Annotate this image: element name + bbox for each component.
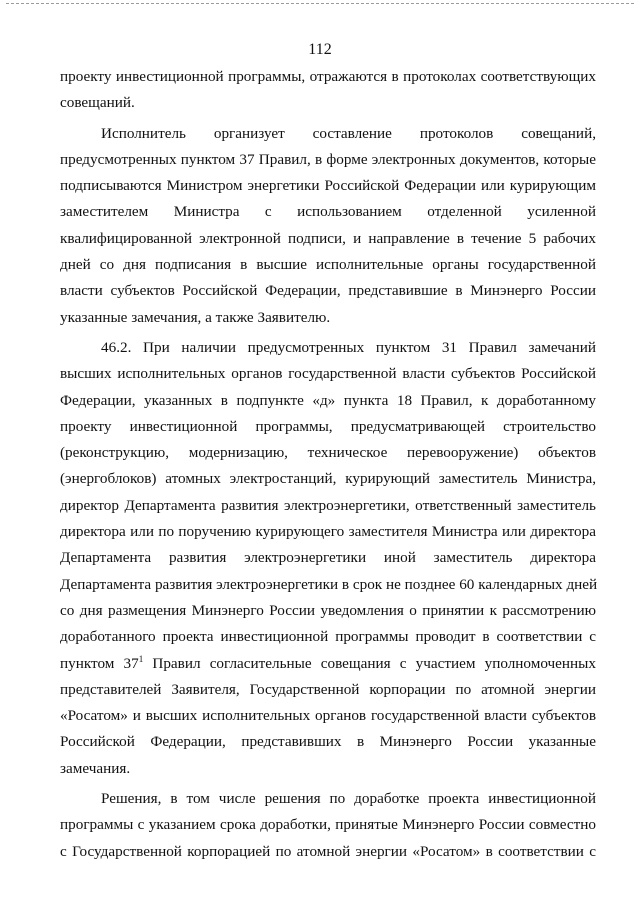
text-line [60, 598, 596, 624]
text-run: с Государственной корпорацией по атомной энергии «Росатом» в соответствии с [60, 842, 596, 860]
text-line [60, 64, 596, 90]
text-line [60, 703, 596, 729]
text-run: Департамента развития электроэнергетики иной заместитель директора [60, 549, 596, 567]
text-line [60, 121, 596, 147]
text-run: указанные замечания, а также Заявителю. [60, 308, 331, 326]
text-run: директора или по поручению курирующего заместителя Министра или директора [60, 523, 596, 541]
top-scan-edge [6, 3, 634, 4]
text-run: Департамента развития электроэнергетики в срок не позднее 60 календарных дней [60, 575, 598, 593]
text-line [60, 335, 596, 361]
text-line [60, 839, 596, 865]
text-line [60, 414, 596, 440]
paragraph [60, 786, 596, 865]
text-run: власти субъектов Российской Федерации, представившие в Минэнерго России [60, 282, 596, 300]
text-line [60, 466, 596, 492]
text-line [60, 278, 596, 304]
text-run: дней со дня подписания в высшие исполнительные органы государственной [60, 256, 596, 274]
text-run: Российской Федерации, представивших в Минэнерго России указанные [60, 733, 596, 751]
text-line [60, 199, 596, 225]
text-run: со дня размещения Минэнерго России уведомления о принятии к рассмотрению [60, 601, 596, 619]
text-line [60, 786, 596, 812]
text-line [60, 812, 596, 838]
text-line [60, 493, 596, 519]
text-run: программы с указанием срока доработки, принятые Минэнерго России совместно [60, 816, 596, 834]
text-line [60, 651, 596, 677]
text-run: Решения, в том числе решения по доработке проекта инвестиционной [101, 790, 596, 808]
text-line [60, 440, 596, 466]
text-run: проекту инвестиционной программы, предусматривающей строительство [60, 417, 596, 435]
text-line [60, 545, 596, 571]
text-line [60, 305, 596, 331]
document-body [60, 64, 596, 865]
paragraph [60, 64, 596, 117]
text-line [60, 388, 596, 414]
text-line [60, 90, 596, 116]
superscript: 1 [138, 653, 144, 664]
text-line [60, 729, 596, 755]
text-line [60, 756, 596, 782]
text-run: высших исполнительных органов государственной власти субъектов Российской [60, 365, 596, 383]
text-run: «Росатом» и высших исполнительных органов государственной власти субъектов [60, 707, 596, 725]
text-line [60, 173, 596, 199]
text-run: совещаний. [60, 94, 135, 112]
text-line [60, 572, 596, 598]
text-run: 46.2. При наличии предусмотренных пунктом 31 Правил замечаний [101, 338, 596, 356]
page-number: 112 [308, 41, 332, 58]
text-run: директор Департамента развития электроэнергетики, ответственный заместитель [60, 496, 596, 514]
paragraph [60, 121, 596, 331]
text-run: Федерации, указанных в подпункте «д» пункта 18 Правил, к доработанному [60, 391, 596, 409]
text-run: пунктом 37 [60, 654, 139, 672]
text-run: (энергоблоков) атомных электростанций, курирующий заместитель Министра, [60, 470, 596, 488]
text-line [60, 519, 596, 545]
paragraph [60, 335, 596, 782]
text-line [60, 624, 596, 650]
text-run: заместителем Министра с использованием отделенной усиленной [60, 203, 596, 221]
text-line [60, 252, 596, 278]
text-run: квалифицированной электронной подписи, и направление в течение 5 рабочих [60, 229, 596, 247]
text-line [60, 147, 596, 173]
text-line [60, 361, 596, 387]
text-run: замечания. [60, 759, 131, 777]
text-run: предусмотренных пунктом 37 Правил, в форме электронных документов, которые [60, 150, 596, 168]
text-run: (реконструкцию, модернизацию, техническое перевооружение) объектов [60, 444, 596, 462]
text-line [60, 677, 596, 703]
text-run: доработанного проекта инвестиционной программы проводит в соответствии с [60, 628, 596, 646]
text-run: подписываются Министром энергетики Российской Федерации или курирующим [60, 177, 596, 195]
text-run: проекту инвестиционной программы, отражаются в протоколах соответствующих [60, 68, 596, 85]
text-line [60, 226, 596, 252]
text-run: Исполнитель организует составление протоколов совещаний, [101, 124, 596, 142]
text-run: представителей Заявителя, Государственной корпорации по атомной энергии [60, 680, 596, 698]
text-run: Правил согласительные совещания с участием уполномоченных [143, 654, 596, 672]
